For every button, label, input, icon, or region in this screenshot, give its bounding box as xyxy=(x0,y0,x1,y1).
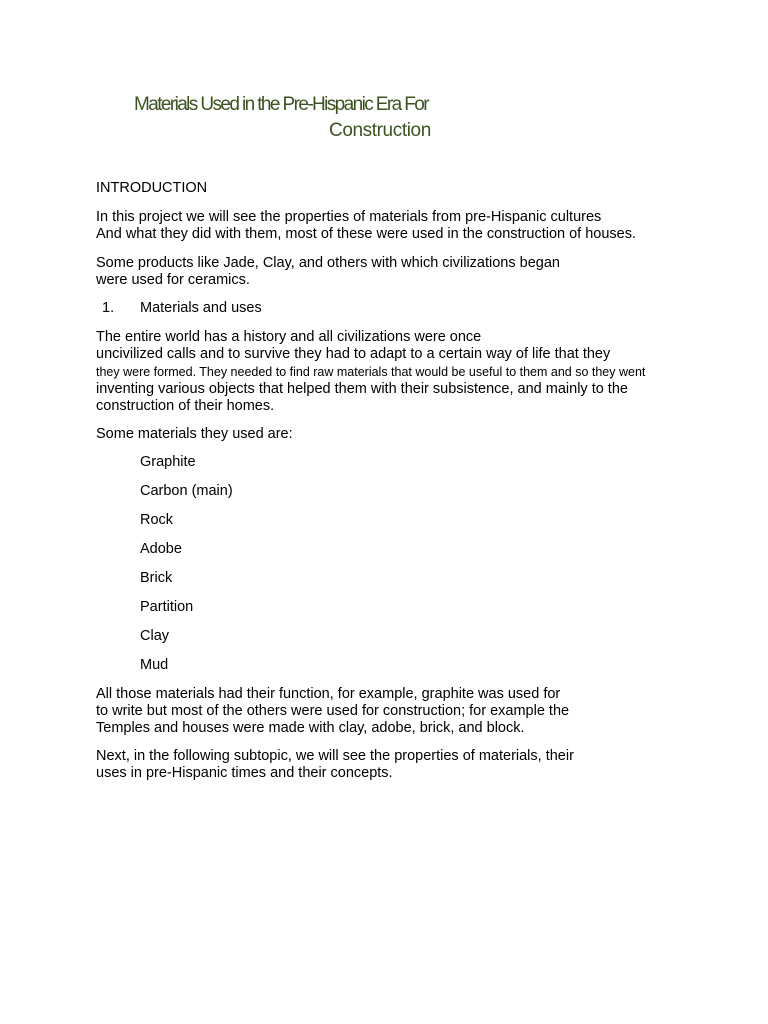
material-item: Mud xyxy=(140,657,169,673)
section-1-paragraph-3-line-2: uses in pre-Hispanic times and their concepts. xyxy=(96,765,393,781)
section-1-paragraph-1-line-4: inventing various objects that helped them with their subsistence, and mainly to the xyxy=(96,381,628,397)
material-item: Partition xyxy=(140,599,194,615)
intro-paragraph-2-line-2: were used for ceramics. xyxy=(96,272,250,288)
material-item: Clay xyxy=(140,628,170,644)
section-1-paragraph-1-line-1: The entire world has a history and all civilizations were once xyxy=(96,329,482,345)
section-1-title: Materials and uses xyxy=(140,300,262,316)
section-1-number: 1. xyxy=(102,300,115,316)
introduction-heading: INTRODUCTION xyxy=(96,180,208,196)
section-1-paragraph-1-line-5: construction of their homes. xyxy=(96,398,275,414)
section-1-paragraph-1-line-3: they were formed. They needed to find raw materials that would be useful to them and so they went xyxy=(96,365,646,379)
intro-paragraph-2-line-1: Some products like Jade, Clay, and others with which civilizations began xyxy=(96,255,560,271)
section-1-paragraph-2-line-1: All those materials had their function, for example, graphite was used for xyxy=(96,686,561,702)
materials-intro: Some materials they used are: xyxy=(96,426,293,442)
document-title-line-2: Construction xyxy=(329,120,431,141)
intro-paragraph-1-line-2: And what they did with them, most of these were used in the construction of houses. xyxy=(96,226,637,242)
section-1-paragraph-1-line-2: uncivilized calls and to survive they had to adapt to a certain way of life that they xyxy=(96,346,611,362)
material-item: Rock xyxy=(140,512,174,528)
material-item: Graphite xyxy=(140,454,196,470)
section-1-paragraph-2-line-2: to write but most of the others were used for construction; for example the xyxy=(96,703,570,719)
section-1-paragraph-3-line-1: Next, in the following subtopic, we will see the properties of materials, their xyxy=(96,748,574,764)
material-item: Brick xyxy=(140,570,173,586)
document-title-line-1: Materials Used in the Pre-Hispanic Era For xyxy=(134,94,428,115)
material-item: Carbon (main) xyxy=(140,483,233,499)
intro-paragraph-1-line-1: In this project we will see the properties of materials from pre-Hispanic cultures xyxy=(96,209,602,225)
section-1-paragraph-2-line-3: Temples and houses were made with clay, adobe, brick, and block. xyxy=(96,720,525,736)
material-item: Adobe xyxy=(140,541,182,557)
